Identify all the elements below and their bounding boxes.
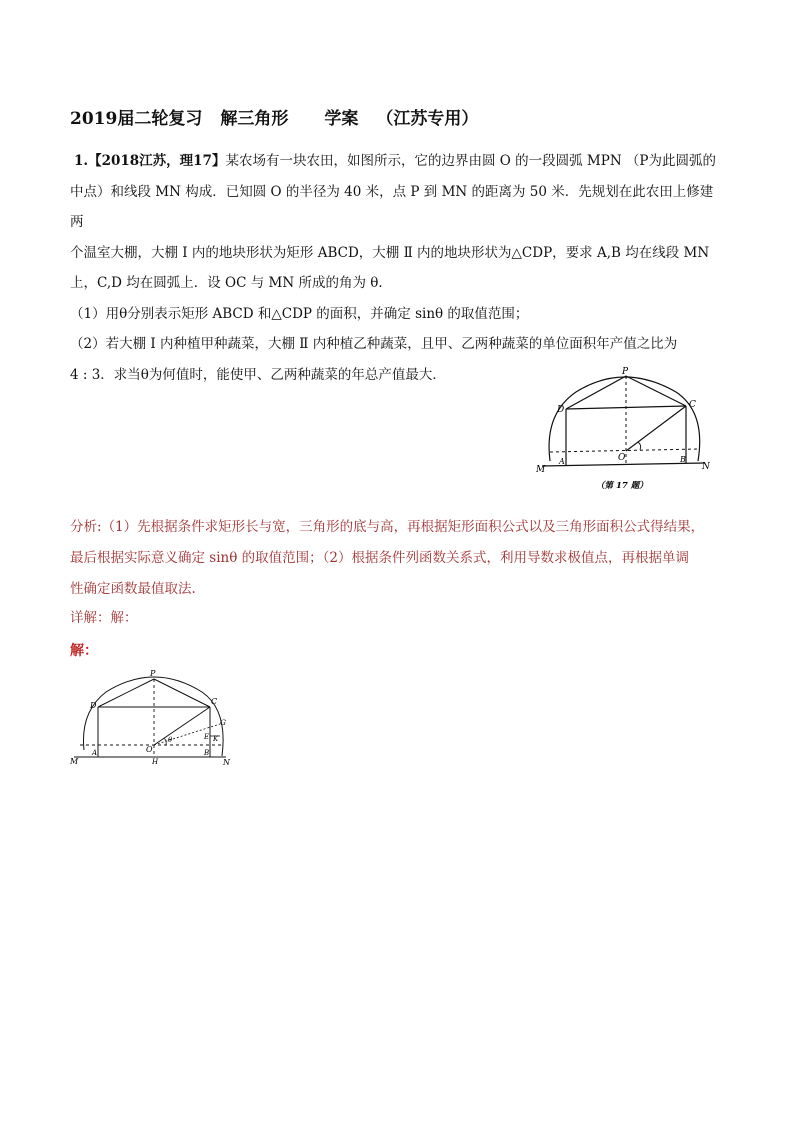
segment-dp (98, 679, 154, 707)
solution-label: 解： (70, 643, 98, 659)
label-b: B (204, 749, 210, 757)
label-n: N (702, 462, 710, 472)
segment-pc (154, 679, 210, 707)
analysis-line-2: 最后根据实际意义确定 sinθ 的取值范围；（2）根据条件列函数关系式，利用导数求极值点，再根据单调 (70, 550, 689, 566)
problem-line-2: 中点）和线段 MN 构成．已知圆 O 的半径为 40 米，点 P 到 MN 的距离为 50 米．先规划在此农田上修建两 (70, 183, 714, 230)
label-p: P (150, 669, 156, 678)
title-region: （江苏专用） (376, 109, 479, 129)
problem-line-4: 上，C,D 均在圆弧上．设 OC 与 MN 所成的角为 θ． (70, 275, 392, 291)
problem-line-3: 个温室大棚，大棚 Ⅰ 内的地块形状为矩形 ABCD，大棚 Ⅱ 内的地块形状为△CDP，要求 A,B 均在线段 MN (70, 244, 710, 261)
angle-theta-arc (638, 442, 641, 450)
label-b: B (680, 455, 686, 464)
detail-label: 详解：解： (70, 610, 138, 626)
problem-statement (70, 146, 726, 390)
label-theta: θ (168, 736, 173, 744)
problem-source: 【2018江苏，理17】 (88, 153, 226, 169)
segment-pc (626, 376, 686, 406)
segment-oc (154, 707, 210, 745)
analysis-section (70, 512, 728, 605)
figure-2-diagram (70, 666, 232, 768)
question-1: （1）用θ分别表示矩形 ABCD 和△CDP 的面积，并确定 sinθ 的取值范围； (70, 305, 529, 322)
label-a: A (559, 457, 565, 466)
angle-theta-arc (164, 738, 166, 745)
title-year: 2019届二轮复习 (70, 109, 203, 129)
label-a: A (92, 749, 98, 757)
question-2-line-1: （2）若大棚 Ⅰ 内种植甲种蔬菜，大棚 Ⅱ 内种植乙种蔬菜，且甲、乙两种蔬菜的单位面积年产值之比为 (70, 336, 678, 352)
label-d: D (90, 701, 97, 710)
analysis-line-1: 分析:（1）先根据条件求矩形长与宽，三角形的底与高，再根据矩形面积公式以及三角形面积公式得结果， (70, 519, 705, 535)
label-m: M (70, 757, 79, 766)
problem-number: 1. (74, 153, 89, 169)
boundary-arc (83, 677, 223, 756)
label-c: C (211, 697, 218, 706)
label-n: N (223, 758, 230, 767)
boundary-arc (549, 377, 700, 461)
analysis-line-3: 性确定函数最值取法. (70, 581, 196, 597)
label-k: K (213, 735, 219, 743)
label-h: H (152, 758, 159, 766)
label-g: G (220, 718, 226, 727)
label-o: O (146, 745, 153, 754)
label-c: C (689, 400, 696, 410)
label-m: M (536, 465, 546, 475)
label-o: O (618, 453, 626, 463)
title-topic: 解三角形 (220, 109, 289, 129)
problem-line-1: 某农场有一块农田，如图所示，它的边界由圆 O 的一段圆弧 MPN （P为此圆弧的 (225, 153, 717, 169)
label-p: P (622, 367, 629, 377)
question-2-line-2: 4 : 3．求当θ为何值时，能使甲、乙两种蔬菜的年总产值最大． (70, 366, 446, 383)
label-d: D (557, 405, 565, 415)
dashed-diameter (550, 449, 700, 452)
label-e: E (204, 733, 210, 741)
document-title (70, 104, 478, 129)
segment-oc (626, 406, 686, 451)
title-kind: 学案 (324, 109, 359, 129)
figure-1-caption: （第 17 题） (596, 481, 648, 491)
figure-1-diagram (536, 366, 711, 498)
